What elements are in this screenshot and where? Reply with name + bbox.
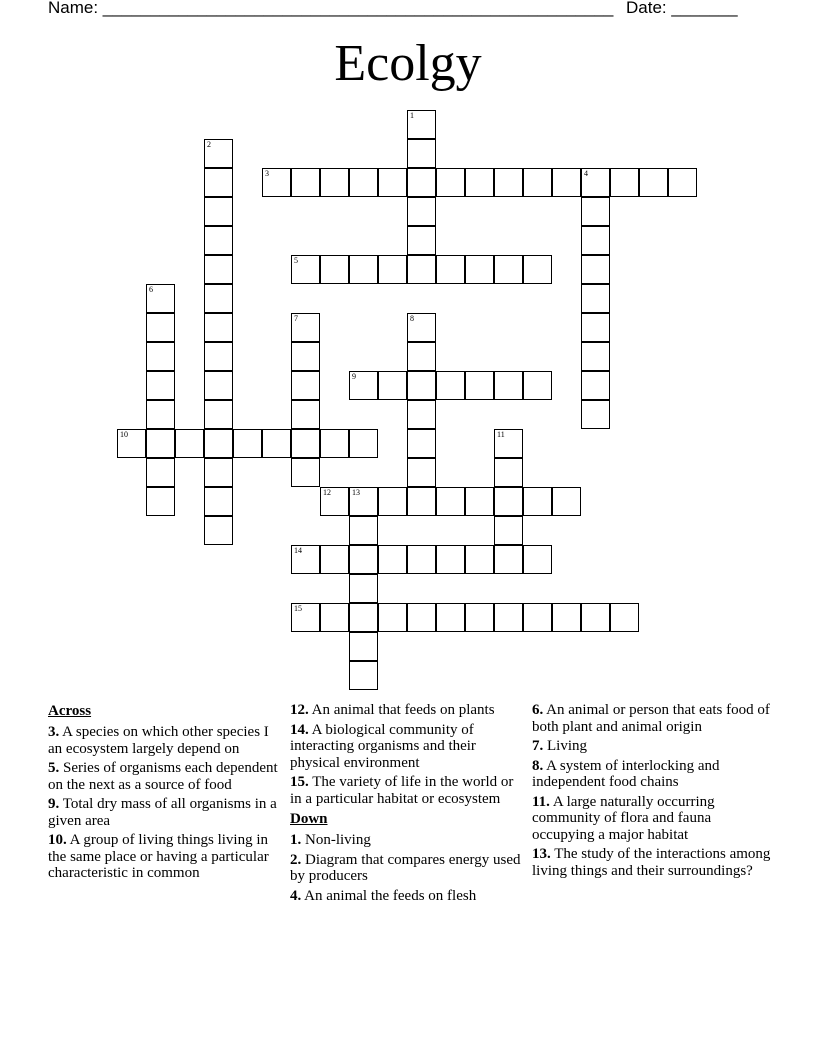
crossword-cell[interactable] <box>407 603 436 632</box>
crossword-cell[interactable] <box>349 429 378 458</box>
crossword-cell[interactable] <box>320 168 349 197</box>
date-field-label[interactable]: Date: _______ <box>626 0 738 17</box>
crossword-cell[interactable] <box>262 168 291 197</box>
clue-across-9 <box>48 796 284 829</box>
crossword-cell[interactable] <box>494 603 523 632</box>
crossword-cell[interactable] <box>407 487 436 516</box>
crossword-cell[interactable] <box>204 342 233 371</box>
crossword-cell[interactable] <box>204 371 233 400</box>
clue-number: 10. <box>48 832 67 848</box>
cell-number: 7 <box>294 314 298 323</box>
crossword-cell[interactable] <box>494 516 523 545</box>
crossword-cell[interactable] <box>668 168 697 197</box>
clue-across-3 <box>48 724 284 757</box>
crossword-cell[interactable] <box>407 313 436 342</box>
crossword-cell[interactable] <box>291 400 320 429</box>
clue-down-4 <box>290 888 524 905</box>
clue-text: The variety of life in the world or in a particular habitat or ecosystem <box>290 774 514 807</box>
crossword-cell[interactable] <box>407 226 436 255</box>
crossword-cell[interactable] <box>146 313 175 342</box>
clue-number: 14. <box>290 721 309 738</box>
crossword-cell[interactable] <box>349 545 378 574</box>
crossword-cell[interactable] <box>523 603 552 632</box>
clue-across-5 <box>48 760 284 793</box>
clue-down-13 <box>532 846 772 879</box>
crossword-cell[interactable] <box>378 255 407 284</box>
crossword-cell[interactable] <box>146 400 175 429</box>
crossword-cell[interactable] <box>378 545 407 574</box>
clue-text: Living <box>543 738 587 754</box>
clue-text: A system of interlocking and independent food chains <box>532 757 720 790</box>
name-field-label[interactable]: Name: ______________________________________________________ <box>48 0 614 17</box>
crossword-cell[interactable] <box>291 603 320 632</box>
crossword-cell[interactable] <box>233 429 262 458</box>
crossword-cell[interactable] <box>407 342 436 371</box>
crossword-cell[interactable] <box>378 168 407 197</box>
crossword-cell[interactable] <box>552 168 581 197</box>
clue-text: An animal or person that eats food of both plant and animal origin <box>532 702 770 735</box>
cell-number: 6 <box>149 285 153 294</box>
crossword-cell[interactable] <box>552 603 581 632</box>
cell-number: 2 <box>207 140 211 149</box>
cell-number: 15 <box>294 604 302 613</box>
cell-number: 1 <box>410 111 414 120</box>
crossword-cell[interactable] <box>175 429 204 458</box>
crossword-cell[interactable] <box>407 400 436 429</box>
clue-down-7 <box>532 738 772 755</box>
clue-text: An animal the feeds on flesh <box>301 887 477 904</box>
crossword-cell[interactable] <box>581 168 610 197</box>
crossword-cell[interactable] <box>204 139 233 168</box>
clue-number: 13. <box>532 846 551 862</box>
clue-text: Total dry mass of all organisms in a given area <box>48 796 277 829</box>
clue-text: A species on which other species I an ecosystem largely depend on <box>48 724 269 757</box>
cell-number: 12 <box>323 488 331 497</box>
crossword-cell[interactable] <box>204 487 233 516</box>
clues-column-3 <box>532 702 772 882</box>
crossword-cell[interactable] <box>146 487 175 516</box>
crossword-cell[interactable] <box>407 168 436 197</box>
clue-down-2 <box>290 852 524 885</box>
crossword-cell[interactable] <box>349 661 378 690</box>
clue-text: A group of living things living in the same place or having a particular characteristic in common <box>48 832 269 881</box>
clue-text: The study of the interactions among living things and their surroundings? <box>532 846 771 879</box>
crossword-cell[interactable] <box>262 429 291 458</box>
clue-number: 12. <box>290 702 309 718</box>
clue-down-6 <box>532 702 772 735</box>
crossword-cell[interactable] <box>581 284 610 313</box>
crossword-cell[interactable] <box>581 342 610 371</box>
crossword-cell[interactable] <box>146 458 175 487</box>
cell-number: 9 <box>352 372 356 381</box>
crossword-cell[interactable] <box>146 284 175 313</box>
crossword-cell[interactable] <box>378 371 407 400</box>
cell-number: 3 <box>265 169 269 178</box>
cell-number: 5 <box>294 256 298 265</box>
crossword-cell[interactable] <box>465 545 494 574</box>
crossword-cell[interactable] <box>146 371 175 400</box>
clue-number: 6. <box>532 702 544 718</box>
crossword-cell[interactable] <box>320 429 349 458</box>
cell-number: 11 <box>497 430 505 439</box>
clue-text: A biological community of interacting organisms and their physical environment <box>290 721 476 771</box>
crossword-cell[interactable] <box>581 226 610 255</box>
clue-number: 7. <box>532 738 544 754</box>
crossword-cell[interactable] <box>349 487 378 516</box>
crossword-cell[interactable] <box>523 487 552 516</box>
crossword-cell[interactable] <box>581 255 610 284</box>
crossword-cell[interactable] <box>523 371 552 400</box>
crossword-cell[interactable] <box>436 255 465 284</box>
crossword-cell[interactable] <box>436 545 465 574</box>
clue-down-1 <box>290 832 524 849</box>
puzzle-title: Ecolgy <box>334 35 482 92</box>
crossword-cell[interactable] <box>581 603 610 632</box>
crossword-cell[interactable] <box>436 487 465 516</box>
crossword-cell[interactable] <box>494 168 523 197</box>
crossword-cell[interactable] <box>349 168 378 197</box>
clue-text: Non-living <box>301 832 371 848</box>
clue-down-8 <box>532 758 772 791</box>
crossword-cell[interactable] <box>320 255 349 284</box>
clue-text: Series of organisms each dependent on the next as a source of food <box>48 760 278 793</box>
crossword-cell[interactable] <box>407 545 436 574</box>
crossword-cell[interactable] <box>349 603 378 632</box>
clue-number: 11. <box>532 793 550 810</box>
crossword-cell[interactable] <box>436 371 465 400</box>
crossword-cell[interactable] <box>581 400 610 429</box>
crossword-cell[interactable] <box>494 255 523 284</box>
crossword-cell[interactable] <box>291 168 320 197</box>
crossword-cell[interactable] <box>349 371 378 400</box>
crossword-cell[interactable] <box>146 342 175 371</box>
crossword-cell[interactable] <box>204 226 233 255</box>
cell-number: 8 <box>410 314 414 323</box>
clue-number: 9. <box>48 796 60 812</box>
clue-number: 3. <box>48 724 60 740</box>
crossword-cell[interactable] <box>320 487 349 516</box>
crossword-cell[interactable] <box>494 458 523 487</box>
clues-column-2 <box>290 702 524 907</box>
crossword-cell[interactable] <box>349 516 378 545</box>
clue-number: 4. <box>290 887 302 904</box>
clue-text: A large naturally occurring community of flora and fauna occupying a major habitat <box>532 793 715 843</box>
crossword-cell[interactable] <box>291 458 320 487</box>
crossword-cell[interactable] <box>204 429 233 458</box>
crossword-cell[interactable] <box>204 516 233 545</box>
crossword-cell[interactable] <box>117 429 146 458</box>
crossword-cell[interactable] <box>465 255 494 284</box>
clue-across-15 <box>290 774 524 807</box>
crossword-cell[interactable] <box>494 371 523 400</box>
crossword-cell[interactable] <box>523 168 552 197</box>
crossword-cell[interactable] <box>494 487 523 516</box>
clue-number: 8. <box>532 757 544 774</box>
clue-text: Diagram that compares energy used by producers <box>290 851 521 884</box>
down-heading: Down <box>290 811 328 827</box>
crossword-cell[interactable] <box>465 371 494 400</box>
crossword-cell[interactable] <box>523 545 552 574</box>
crossword-cell[interactable] <box>204 197 233 226</box>
crossword-cell[interactable] <box>349 574 378 603</box>
crossword-cell[interactable] <box>204 255 233 284</box>
crossword-cell[interactable] <box>204 168 233 197</box>
crossword-cell[interactable] <box>436 168 465 197</box>
crossword-cell[interactable] <box>523 255 552 284</box>
across-heading: Across <box>48 703 92 719</box>
crossword-cell[interactable] <box>552 487 581 516</box>
crossword-cell[interactable] <box>610 603 639 632</box>
crossword-cell[interactable] <box>407 371 436 400</box>
cell-number: 14 <box>294 546 302 555</box>
crossword-cell[interactable] <box>581 371 610 400</box>
crossword-cell[interactable] <box>407 458 436 487</box>
clue-text: An animal that feeds on plants <box>308 702 495 718</box>
crossword-cell[interactable] <box>291 342 320 371</box>
crossword-cell[interactable] <box>291 545 320 574</box>
crossword-cell[interactable] <box>291 255 320 284</box>
cell-number: 13 <box>352 488 360 497</box>
crossword-cell[interactable] <box>349 255 378 284</box>
clue-across-14 <box>290 722 524 772</box>
clue-number: 5. <box>48 760 60 776</box>
crossword-cell[interactable] <box>204 313 233 342</box>
crossword-cell[interactable] <box>465 603 494 632</box>
crossword-cell[interactable] <box>349 632 378 661</box>
crossword-cell[interactable] <box>465 487 494 516</box>
crossword-cell[interactable] <box>291 313 320 342</box>
crossword-cell[interactable] <box>407 255 436 284</box>
crossword-cell[interactable] <box>581 313 610 342</box>
clue-across-12 <box>290 702 524 719</box>
crossword-cell[interactable] <box>407 110 436 139</box>
crossword-cell[interactable] <box>407 429 436 458</box>
crossword-cell[interactable] <box>436 603 465 632</box>
clue-down-11 <box>532 794 772 844</box>
cell-number: 4 <box>584 169 588 178</box>
crossword-cell[interactable] <box>378 487 407 516</box>
clue-number: 2. <box>290 851 302 868</box>
crossword-cell[interactable] <box>639 168 668 197</box>
cell-number: 10 <box>120 430 128 439</box>
crossword-cell[interactable] <box>407 197 436 226</box>
clues-column-1 <box>48 702 284 885</box>
crossword-cell[interactable] <box>320 603 349 632</box>
crossword-cell[interactable] <box>291 371 320 400</box>
crossword-cell[interactable] <box>494 545 523 574</box>
crossword-cell[interactable] <box>378 603 407 632</box>
crossword-cell[interactable] <box>465 168 494 197</box>
crossword-cell[interactable] <box>204 458 233 487</box>
crossword-cell[interactable] <box>204 400 233 429</box>
crossword-cell[interactable] <box>291 429 320 458</box>
crossword-cell[interactable] <box>581 197 610 226</box>
crossword-cell[interactable] <box>494 429 523 458</box>
crossword-cell[interactable] <box>146 429 175 458</box>
clue-number: 15. <box>290 774 309 790</box>
crossword-cell[interactable] <box>320 545 349 574</box>
clue-number: 1. <box>290 832 302 848</box>
crossword-cell[interactable] <box>610 168 639 197</box>
crossword-cell[interactable] <box>204 284 233 313</box>
clue-across-10 <box>48 832 284 882</box>
crossword-cell[interactable] <box>407 139 436 168</box>
